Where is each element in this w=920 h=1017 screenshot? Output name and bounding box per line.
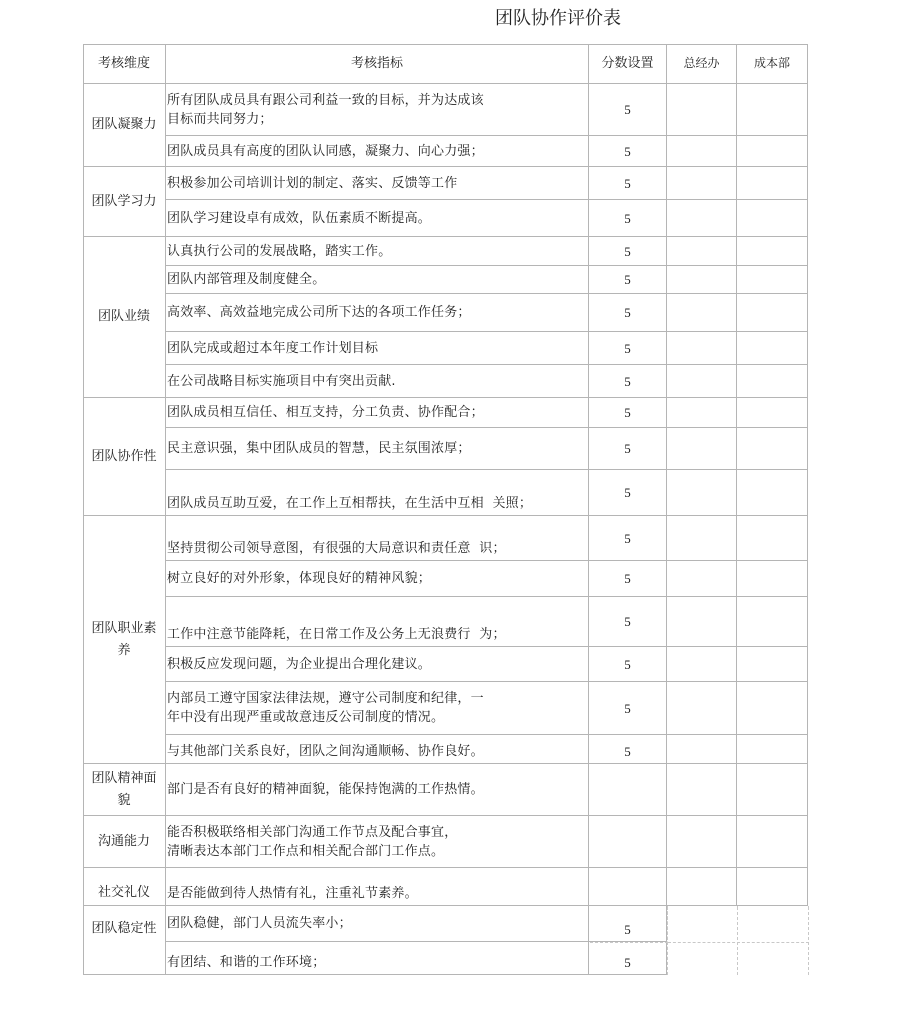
general-office-rating-cell[interactable] [667, 561, 737, 597]
cost-dept-rating-cell[interactable] [737, 294, 808, 332]
form-title-text: 团队协作评价表 [495, 8, 621, 29]
score-cell: 5 [589, 365, 667, 398]
header-indicator: 考核指标 [166, 44, 589, 84]
general-office-rating-cell[interactable] [667, 597, 737, 647]
score-cell: 5 [589, 942, 667, 975]
general-office-rating-cell[interactable] [667, 516, 737, 561]
indicator-cell: 团队成员具有高度的团队认同感，凝聚力、向心力强； [166, 136, 589, 167]
score-cell [589, 868, 667, 906]
dimension-cell: 团队学习力 [83, 167, 166, 237]
header-score: 分数设置 [589, 44, 667, 84]
general-office-rating-cell[interactable] [667, 816, 737, 868]
cost-dept-rating-cell[interactable] [737, 516, 808, 561]
general-office-rating-cell[interactable] [667, 167, 737, 200]
general-office-rating-cell[interactable] [667, 398, 737, 428]
general-office-rating-cell[interactable] [667, 764, 737, 816]
general-office-rating-cell[interactable] [667, 428, 737, 470]
score-cell: 5 [589, 428, 667, 470]
cost-dept-rating-cell[interactable] [737, 136, 808, 167]
score-cell: 5 [589, 136, 667, 167]
indicator-cell: 内部员工遵守国家法律法规，遵守公司制度和纪律，一 年中没有出现严重或故意违反公司制度的情况。 [166, 682, 589, 735]
dimension-cell: 社交礼仪 [83, 868, 166, 906]
indicator-cell: 积极反应发现问题，为企业提出合理化建议。 [166, 647, 589, 682]
score-cell: 5 [589, 398, 667, 428]
general-office-rating-cell[interactable] [667, 470, 737, 516]
cost-dept-rating-cell[interactable] [737, 365, 808, 398]
indicator-cell: 团队成员互助互爱，在工作上互相帮扶，在生活中互相 关照； [166, 470, 589, 516]
score-cell: 5 [589, 597, 667, 647]
dimension-cell: 团队职业素养 [83, 516, 166, 764]
header-cost-dept: 成本部 [737, 44, 808, 84]
header-general-office: 总经办 [667, 44, 737, 84]
score-cell: 5 [589, 906, 667, 942]
faded-grid-line [737, 907, 738, 975]
score-cell: 5 [589, 200, 667, 237]
dimension-cell: 团队精神面貌 [83, 764, 166, 816]
general-office-rating-cell[interactable] [667, 868, 737, 906]
score-cell [589, 764, 667, 816]
general-office-rating-cell[interactable] [667, 735, 737, 764]
cost-dept-rating-cell[interactable] [737, 647, 808, 682]
cost-dept-rating-cell[interactable] [737, 816, 808, 868]
general-office-rating-cell[interactable] [667, 332, 737, 365]
indicator-cell: 树立良好的对外形象，体现良好的精神风貌； [166, 561, 589, 597]
faded-rating-area [668, 907, 809, 975]
cost-dept-rating-cell[interactable] [737, 200, 808, 237]
cost-dept-rating-cell[interactable] [737, 84, 808, 136]
cost-dept-rating-cell[interactable] [737, 470, 808, 516]
indicator-cell: 团队成员相互信任、相互支持，分工负责、协作配合； [166, 398, 589, 428]
general-office-rating-cell[interactable] [667, 365, 737, 398]
cost-dept-rating-cell[interactable] [737, 332, 808, 365]
general-office-rating-cell[interactable] [667, 84, 737, 136]
cost-dept-rating-cell[interactable] [737, 428, 808, 470]
indicator-cell: 能否积极联络相关部门沟通工作节点及配合事宜， 清晰表达本部门工作点和相关配合部门工作点。 [166, 816, 589, 868]
score-cell: 5 [589, 735, 667, 764]
header-dimension: 考核维度 [83, 44, 166, 84]
general-office-rating-cell[interactable] [667, 237, 737, 266]
score-cell: 5 [589, 237, 667, 266]
indicator-cell: 与其他部门关系良好，团队之间沟通顺畅、协作良好。 [166, 735, 589, 764]
dimension-cell: 团队稳定性 [83, 906, 166, 975]
score-cell: 5 [589, 294, 667, 332]
indicator-cell: 在公司战略目标实施项目中有突出贡献. [166, 365, 589, 398]
score-cell: 5 [589, 84, 667, 136]
dimension-cell: 沟通能力 [83, 816, 166, 868]
general-office-rating-cell[interactable] [667, 136, 737, 167]
cost-dept-rating-cell[interactable] [737, 398, 808, 428]
indicator-cell: 积极参加公司培训计划的制定、落实、反馈等工作 [166, 167, 589, 200]
general-office-rating-cell[interactable] [667, 294, 737, 332]
indicator-cell: 坚持贯彻公司领导意图，有很强的大局意识和责任意 识； [166, 516, 589, 561]
indicator-cell: 是否能做到待人热情有礼，注重礼节素养。 [166, 868, 589, 906]
score-cell: 5 [589, 470, 667, 516]
dimension-cell: 团队业绩 [83, 237, 166, 398]
score-cell: 5 [589, 167, 667, 200]
faded-grid-line [667, 907, 668, 975]
score-cell: 5 [589, 647, 667, 682]
score-cell: 5 [589, 561, 667, 597]
score-cell: 5 [589, 332, 667, 365]
indicator-cell: 部门是否有良好的精神面貌，能保持饱满的工作热情。 [166, 764, 589, 816]
indicator-cell: 有团结、和谐的工作环境； [166, 942, 589, 975]
faded-grid-line [808, 907, 809, 975]
cost-dept-rating-cell[interactable] [737, 561, 808, 597]
cost-dept-rating-cell[interactable] [737, 682, 808, 735]
cost-dept-rating-cell[interactable] [737, 764, 808, 816]
indicator-cell: 民主意识强，集中团队成员的智慧，民主氛围浓厚； [166, 428, 589, 470]
general-office-rating-cell[interactable] [667, 682, 737, 735]
indicator-cell: 团队稳健，部门人员流失率小； [166, 906, 589, 942]
general-office-rating-cell[interactable] [667, 200, 737, 237]
indicator-cell: 工作中注意节能降耗，在日常工作及公务上无浪费行 为； [166, 597, 589, 647]
indicator-cell: 团队完成或超过本年度工作计划目标 [166, 332, 589, 365]
faded-grid-line [668, 942, 809, 943]
indicator-cell: 团队学习建设卓有成效，队伍素质不断提高。 [166, 200, 589, 237]
cost-dept-rating-cell[interactable] [737, 597, 808, 647]
cost-dept-rating-cell[interactable] [737, 735, 808, 764]
dimension-cell: 团队协作性 [83, 398, 166, 516]
score-cell: 5 [589, 682, 667, 735]
general-office-rating-cell[interactable] [667, 266, 737, 294]
cost-dept-rating-cell[interactable] [737, 868, 808, 906]
dimension-cell: 团队凝聚力 [83, 84, 166, 167]
score-cell: 5 [589, 266, 667, 294]
indicator-cell: 认真执行公司的发展战略，踏实工作。 [166, 237, 589, 266]
cost-dept-rating-cell[interactable] [737, 167, 808, 200]
indicator-cell: 团队内部管理及制度健全。 [166, 266, 589, 294]
score-cell: 5 [589, 516, 667, 561]
cost-dept-rating-cell[interactable] [737, 237, 808, 266]
general-office-rating-cell[interactable] [667, 647, 737, 682]
indicator-cell: 所有团队成员具有跟公司利益一致的目标，并为达成该 目标而共同努力； [166, 84, 589, 136]
indicator-cell: 高效率、高效益地完成公司所下达的各项工作任务； [166, 294, 589, 332]
cost-dept-rating-cell[interactable] [737, 266, 808, 294]
score-cell [589, 816, 667, 868]
